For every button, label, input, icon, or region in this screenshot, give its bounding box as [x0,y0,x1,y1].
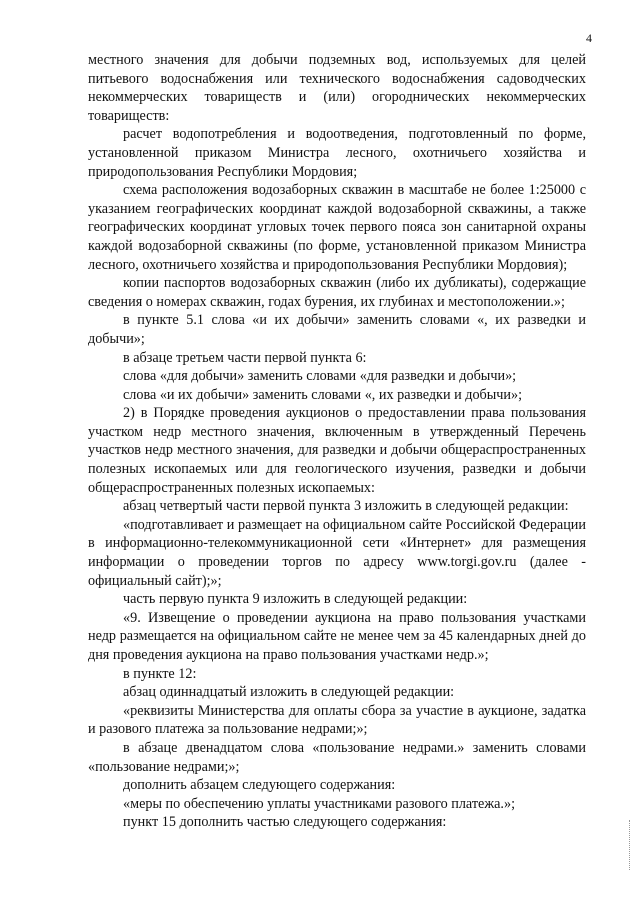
page-number: 4 [586,31,592,45]
document-body [88,51,586,832]
scan-margin-marks [629,820,633,870]
paragraph: в пункте 12: [123,665,197,682]
paragraph: слова «и их добычи» заменить словами «, их разведки и добычи»; [123,386,523,403]
paragraph: абзац четвертый части первой пункта 3 изложить в следующей редакции: [123,498,569,515]
paragraph: «меры по обеспечению уплаты участниками разового платежа.»; [123,795,516,812]
paragraph: местного значения для добычи подземных вод, используемых для целей питьевого водоснабжения или технического водоснабжения садоводческих некоммерческих товариществ и (или) огороднических некоммерческих товариществ: [88,52,586,124]
paragraph: «подготавливает и размещает на официальном сайте Российской Федерации в информационно-телекоммуникационной сети «Интернет» для размещения информации о проведении торгов по адресу www.torgi.gov.ru (далее - официальный сайт);»; [88,516,586,589]
paragraph: схема расположения водозаборных скважин в масштабе не более 1:25000 с указанием географических координат каждой водозаборной скважины, а также географических координат угловых точек первого пояса зон санитарной охраны каждой водозаборной скважины (по форме, установленной приказом Министра лесного, охотничьего хозяйства и природопользования Республики Мордовия); [88,182,586,273]
paragraph: слова «для добычи» заменить словами «для разведки и добычи»; [123,368,517,385]
paragraph: дополнить абзацем следующего содержания: [123,777,396,794]
paragraph: абзац одиннадцатый изложить в следующей редакции: [123,684,455,701]
paragraph: «реквизиты Министерства для оплаты сбора за участие в аукционе, задатка и разового платежа за пользование недрами;»; [88,702,586,738]
paragraph: часть первую пункта 9 изложить в следующей редакции: [123,591,468,608]
paragraph: 2) в Порядке проведения аукционов о предоставлении права пользования участком недр местного значения, включенным в утвержденный Перечень участков недр местного значения, для разведки и добычи общераспространенных полезных ископаемых или для геологического изучения, разведки и добычи общераспространенных полезных ископаемых: [88,405,586,496]
paragraph: расчет водопотребления и водоотведения, подготовленный по форме, установленной приказом Министра лесного, охотничьего хозяйства и природопользования Республики Мордовия; [88,126,586,180]
paragraph: в абзаце двенадцатом слова «пользование недрами.» заменить словами «пользование недрами;»; [88,739,586,775]
paragraph: «9. Извещение о проведении аукциона на право пользования участками недр размещается на официальном сайте не менее чем за 45 календарных дней до дня проведения аукциона на право пользования участками недр.»; [88,609,586,663]
paragraph: в абзаце третьем части первой пункта 6: [123,349,367,366]
paragraph: копии паспортов водозаборных скважин (либо их дубликаты), содержащие сведения о номерах скважин, годах бурения, их глубинах и местоположении.»; [88,275,586,310]
paragraph: пункт 15 дополнить частью следующего содержания: [123,814,447,831]
paragraph: в пункте 5.1 слова «и их добычи» заменить словами «, их разведки и добычи»; [88,312,586,347]
